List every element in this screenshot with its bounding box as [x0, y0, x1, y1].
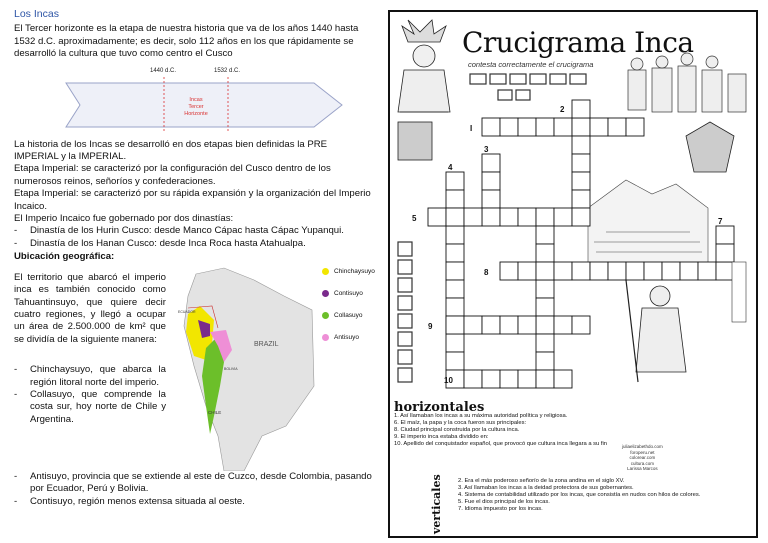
clue-item: 4. Sistema de contabilidad utilizado por los incas, que consistía en nudos con hilos de colores. — [458, 492, 701, 498]
crossword-title: Crucigrama Inca — [462, 26, 694, 59]
imperial-paragraph: Etapa Imperial: se caracterizó por su rápida expansión y la organización del Imperio Incaico. — [14, 188, 371, 212]
svg-text:4: 4 — [448, 163, 453, 172]
legend-item: Antisuyo — [322, 334, 375, 342]
geography-section — [14, 266, 375, 471]
clue-item: 8. Ciudad principal construida por la cultura inca. — [394, 427, 520, 433]
history-document — [14, 8, 375, 528]
legend-item: Chinchaysuyo — [322, 268, 375, 276]
clue-item: 5. Fue el dios principal de los incas. — [458, 499, 550, 505]
verticals-heading: verticales — [430, 474, 443, 534]
region-item: - Antisuyo, provincia que se extiende al este de Cuzco, desde Colombia, pasando por Ecuador, Perú y Bolivia. — [14, 470, 372, 495]
region-item: - Collasuyo, que comprende la costa sur, hoy norte de Chile y Argentina. — [14, 388, 166, 425]
region-item: - Contisuyo, región menos extensa situada al oeste. — [14, 495, 245, 507]
clue-item: 9. El imperio inca estaba dividido en: — [394, 434, 489, 440]
map-label-ecuador: ECUADOR — [178, 309, 196, 314]
geo-heading: Ubicación geográfica: — [14, 251, 115, 263]
geography-text — [14, 266, 166, 426]
svg-text:Incas: Incas — [189, 96, 203, 103]
dynasty-item: - Dinastía de los Hanan Cusco: desde Inca Roca hasta Atahualpa. — [14, 237, 306, 249]
region-item: - Chinchaysuyo, que abarca la región litoral norte del imperio. — [14, 364, 166, 388]
clue-item: 7. Idioma impuesto por los incas. — [458, 506, 543, 512]
timeline-labels — [14, 61, 372, 75]
svg-text:9: 9 — [428, 322, 433, 331]
intro-paragraph: El Tercer horizonte es la etapa de nuestra historia que va de los años 1440 hasta 1532 d.C. aproximadamente; es decir, solo 112 años en los que rápidamente se desarrolló la cultura que tuvo como centro el Cusco — [14, 23, 359, 60]
svg-text:Tercer: Tercer — [188, 103, 204, 110]
map-label-chile: CHILE — [208, 409, 222, 415]
svg-text:8: 8 — [484, 268, 489, 277]
section-title: Los Incas — [14, 8, 59, 20]
timeline-start-label: 1440 d.C. — [150, 67, 177, 74]
map-label-bolivia: BOLIVIA — [224, 366, 238, 371]
crossword-worksheet — [388, 10, 758, 538]
dynasty-item: - Dinastía de los Hurin Cusco: desde Manco Cápac hasta Cápac Yupanqui. — [14, 225, 344, 237]
dynasties-intro: El Imperio Incaico fue gobernado por dos dinastías: — [14, 213, 234, 225]
svg-text:3: 3 — [484, 145, 489, 154]
clue-item: 1. Así llamaban los incas a su máxima autoridad política y religiosa. — [394, 413, 568, 419]
horizontal-clues — [394, 400, 654, 448]
timeline-arrow — [14, 77, 372, 133]
horizontals-heading: horizontales — [394, 400, 485, 415]
image-credits: juliaelizabethdo.com foroperu.net colorear.com cultura.com Larissa Marcos — [622, 444, 663, 471]
map-legend — [322, 268, 375, 356]
pre-imperial-paragraph: Etapa Imperial: se caracterizó por la configuración del Cusco dentro de los numerosos reinos, señoríos y confederaciones. — [14, 163, 331, 187]
svg-text:10: 10 — [444, 376, 453, 385]
svg-text:I: I — [470, 124, 473, 133]
map-label-brazil: BRAZIL — [254, 340, 279, 348]
svg-text:5: 5 — [412, 214, 417, 223]
clue-item: 2. Era el más poderoso señorío de la zona andina en el siglo XV. — [458, 478, 625, 484]
legend-item: Contisuyo — [322, 290, 375, 298]
svg-text:2: 2 — [560, 105, 565, 114]
legend-item: Collasuyo — [322, 312, 375, 320]
svg-text:7: 7 — [718, 217, 723, 226]
clue-item: 6. El maíz, la papa y la coca fueron sus principales: — [394, 420, 527, 426]
svg-text:Horizonte: Horizonte — [184, 110, 208, 117]
crossword-artwork — [390, 12, 756, 536]
clue-item: 10. Apellido del conquistador español, que provocó que cultura inca llegara a su fin — [394, 441, 608, 447]
history-paragraph: La historia de los Incas se desarrolló en dos etapas bien definidas la PRE IMPERIAL y la IMPERIAL. — [14, 138, 328, 163]
clue-item: 3. Así llamaban los incas a la deidad protectora de sus gobernantes. — [458, 485, 634, 491]
timeline-end-label: 1532 d.C. — [214, 67, 241, 74]
crossword-subtitle: contesta correctamente el crucigrama — [468, 60, 594, 69]
geo-paragraph: El territorio que abarcó el imperio inca es también conocido como Tahuantinsuyo, que quiere decir cuatro regiones, y llegó a ocupar un área de 2.500.000 de km² que se dividía de la siguiente manera: — [14, 271, 166, 345]
vertical-clues — [458, 478, 748, 513]
